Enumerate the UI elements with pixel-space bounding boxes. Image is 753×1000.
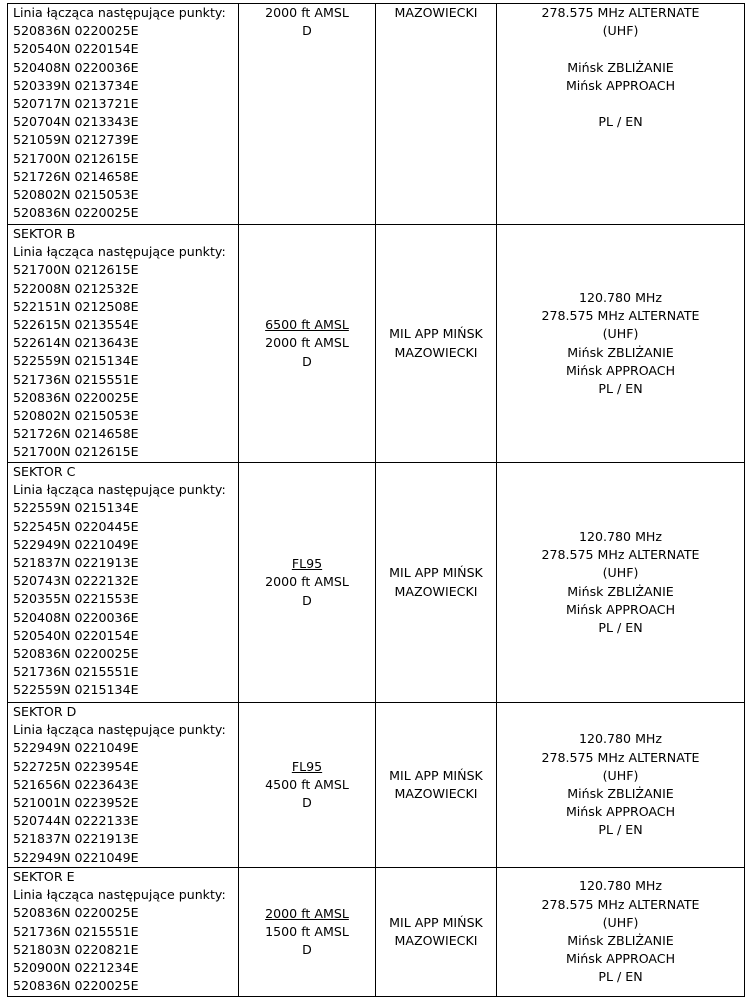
vertical-limits-cell <box>239 4 376 225</box>
frequency-cell <box>497 225 745 463</box>
table-row <box>8 4 745 225</box>
coordinate: 520802N 0215053E <box>13 186 139 202</box>
unit-name: MIL APP MIŃSK <box>389 914 483 930</box>
upper-limit: 6500 ft AMSL <box>265 317 349 333</box>
coordinate: 520836N 0220025E <box>13 205 139 221</box>
frequency-line: (UHF) <box>602 23 639 39</box>
table-row <box>8 703 745 868</box>
unit-name: MIL APP MIŃSK <box>389 326 483 342</box>
coordinate: 522008N 0212532E <box>13 280 139 296</box>
coordinate: 520355N 0221553E <box>13 591 139 607</box>
callsign-line: Mińsk APPROACH <box>565 951 676 967</box>
sector-name: SEKTOR E <box>13 869 75 884</box>
unit-cell <box>376 225 497 463</box>
lower-limit: 2000 ft AMSL <box>265 574 349 590</box>
language-line: PL / EN <box>598 969 643 985</box>
frequency-cell <box>497 463 745 703</box>
frequency-line: 278.575 MHz ALTERNATE <box>541 896 700 912</box>
callsign-line: Mińsk ZBLIŻANIE <box>567 583 674 599</box>
unit-name: MIL APP MIŃSK <box>389 565 483 581</box>
airspace-class: D <box>302 942 312 958</box>
unit-cell <box>376 4 497 225</box>
sector-name: SEKTOR C <box>13 464 76 479</box>
coordinate: 520408N 0220036E <box>13 59 139 75</box>
coordinate: 522559N 0215134E <box>13 682 139 698</box>
lower-limit: 4500 ft AMSL <box>265 776 349 792</box>
coordinate: 521726N 0214658E <box>13 426 139 442</box>
airspace-class: D <box>302 592 312 608</box>
airspace-sector-table <box>7 3 745 997</box>
upper-limit: FL95 <box>291 758 323 774</box>
frequency-line: 120.780 MHz <box>578 731 663 747</box>
frequency-line: (UHF) <box>602 326 639 342</box>
coordinate: 520744N 0222133E <box>13 813 139 829</box>
language-line: PL / EN <box>598 380 643 396</box>
coordinate: 521700N 0212615E <box>13 262 139 278</box>
coordinate: 521700N 0212615E <box>13 150 139 166</box>
coordinate: 520836N 0220025E <box>13 978 139 994</box>
unit-name: MAZOWIECKI <box>394 933 478 948</box>
coordinate: 521656N 0223643E <box>13 776 139 792</box>
unit-cell <box>376 868 497 997</box>
coordinate: 521736N 0215551E <box>13 371 139 387</box>
frequency-cell <box>497 868 745 997</box>
coordinate: 520540N 0220154E <box>13 627 139 643</box>
unit-name: MIL APP MIŃSK <box>389 767 483 783</box>
coordinate: 522545N 0220445E <box>13 518 139 534</box>
frequency-line: 278.575 MHz ALTERNATE <box>541 547 700 563</box>
coordinate: 520836N 0220025E <box>13 23 139 39</box>
coordinate: 521736N 0215551E <box>13 664 139 680</box>
callsign-line: Mińsk APPROACH <box>565 804 676 820</box>
vertical-limits-cell <box>239 225 376 463</box>
sector-points-cell <box>8 868 239 997</box>
unit-name: MAZOWIECKI <box>394 583 478 599</box>
vertical-limit: 2000 ft AMSL <box>265 5 349 20</box>
spacer <box>497 40 744 58</box>
coordinate: 520339N 0213734E <box>13 77 139 93</box>
coordinate: 520704N 0213343E <box>13 114 139 130</box>
frequency-line: 278.575 MHz ALTERNATE <box>541 749 700 765</box>
frequency-cell <box>497 4 745 225</box>
sector-name: SEKTOR B <box>13 226 76 241</box>
coordinate: 520836N 0220025E <box>13 905 139 921</box>
coordinate: 521059N 0212739E <box>13 132 139 148</box>
callsign-line: Mińsk APPROACH <box>565 77 676 93</box>
coordinate: 522559N 0215134E <box>13 500 139 516</box>
coordinate: 522559N 0215134E <box>13 353 139 369</box>
unit-name: MAZOWIECKI <box>394 344 478 360</box>
frequency-line: 120.780 MHz <box>578 289 663 305</box>
callsign-line: Mińsk ZBLIŻANIE <box>567 933 674 948</box>
callsign-line: Mińsk ZBLIŻANIE <box>567 59 674 75</box>
sector-name: SEKTOR D <box>13 704 77 719</box>
lower-limit: 1500 ft AMSL <box>265 923 349 939</box>
airspace-class: D <box>302 795 312 811</box>
sector-points-cell <box>8 703 239 868</box>
spacer <box>497 95 744 113</box>
coordinate: 522614N 0213643E <box>13 335 139 351</box>
coordinate: 522725N 0223954E <box>13 758 139 774</box>
table-row <box>8 868 745 997</box>
coordinate: 520802N 0215053E <box>13 407 139 423</box>
vertical-limits-cell <box>239 703 376 868</box>
unit-name: MAZOWIECKI <box>394 5 478 20</box>
points-intro: Linia łącząca następujące punkty: <box>13 482 226 498</box>
language-line: PL / EN <box>598 619 643 635</box>
coordinate: 520717N 0213721E <box>13 95 139 111</box>
frequency-line: 120.780 MHz <box>578 878 663 894</box>
language-line: PL / EN <box>598 822 643 838</box>
points-intro: Linia łącząca następujące punkty: <box>13 722 226 738</box>
coordinate: 522949N 0221049E <box>13 536 139 552</box>
unit-cell <box>376 703 497 868</box>
frequency-line: 278.575 MHz ALTERNATE <box>541 5 700 20</box>
coordinate: 522949N 0221049E <box>13 849 139 865</box>
frequency-line: 278.575 MHz ALTERNATE <box>541 308 700 324</box>
language-line: PL / EN <box>598 114 643 130</box>
callsign-line: Mińsk APPROACH <box>565 362 676 378</box>
coordinate: 522949N 0221049E <box>13 740 139 756</box>
coordinate: 521837N 0221913E <box>13 554 139 570</box>
callsign-line: Mińsk ZBLIŻANIE <box>567 786 674 801</box>
vertical-limits-cell <box>239 463 376 703</box>
frequency-line: (UHF) <box>602 767 639 783</box>
unit-cell <box>376 463 497 703</box>
coordinate: 522151N 0212508E <box>13 298 139 314</box>
upper-limit: FL95 <box>291 556 323 572</box>
sector-points-cell <box>8 4 239 225</box>
coordinate: 521736N 0215551E <box>13 923 139 939</box>
lower-limit: 2000 ft AMSL <box>265 335 349 351</box>
callsign-line: Mińsk APPROACH <box>565 601 676 617</box>
callsign-line: Mińsk ZBLIŻANIE <box>567 344 674 360</box>
airspace-class: D <box>302 353 312 369</box>
coordinate: 522615N 0213554E <box>13 316 139 332</box>
sector-points-cell <box>8 463 239 703</box>
frequency-line: 120.780 MHz <box>578 528 663 544</box>
unit-name: MAZOWIECKI <box>394 786 478 801</box>
coordinate: 520900N 0221234E <box>13 959 139 975</box>
table-row <box>8 225 745 463</box>
vertical-limits-cell <box>239 868 376 997</box>
frequency-line: (UHF) <box>602 914 639 930</box>
airspace-class: D <box>302 23 312 39</box>
frequency-cell <box>497 703 745 868</box>
points-intro: Linia łącząca następujące punkty: <box>13 887 226 903</box>
coordinate: 520836N 0220025E <box>13 389 139 405</box>
coordinate: 521726N 0214658E <box>13 168 139 184</box>
points-intro: Linia łącząca następujące punkty: <box>13 244 226 260</box>
coordinate: 521001N 0223952E <box>13 794 139 810</box>
sector-points-cell <box>8 225 239 463</box>
upper-limit: 2000 ft AMSL <box>265 905 349 921</box>
frequency-line: (UHF) <box>602 565 639 581</box>
table-row <box>8 463 745 703</box>
coordinate: 520743N 0222132E <box>13 573 139 589</box>
coordinate: 520408N 0220036E <box>13 609 139 625</box>
coordinate: 521803N 0220821E <box>13 941 139 957</box>
coordinate: 520836N 0220025E <box>13 645 139 661</box>
coordinate: 521837N 0221913E <box>13 831 139 847</box>
coordinate: 520540N 0220154E <box>13 41 139 57</box>
coordinate: 521700N 0212615E <box>13 444 139 460</box>
points-intro: Linia łącząca następujące punkty: <box>13 5 226 20</box>
